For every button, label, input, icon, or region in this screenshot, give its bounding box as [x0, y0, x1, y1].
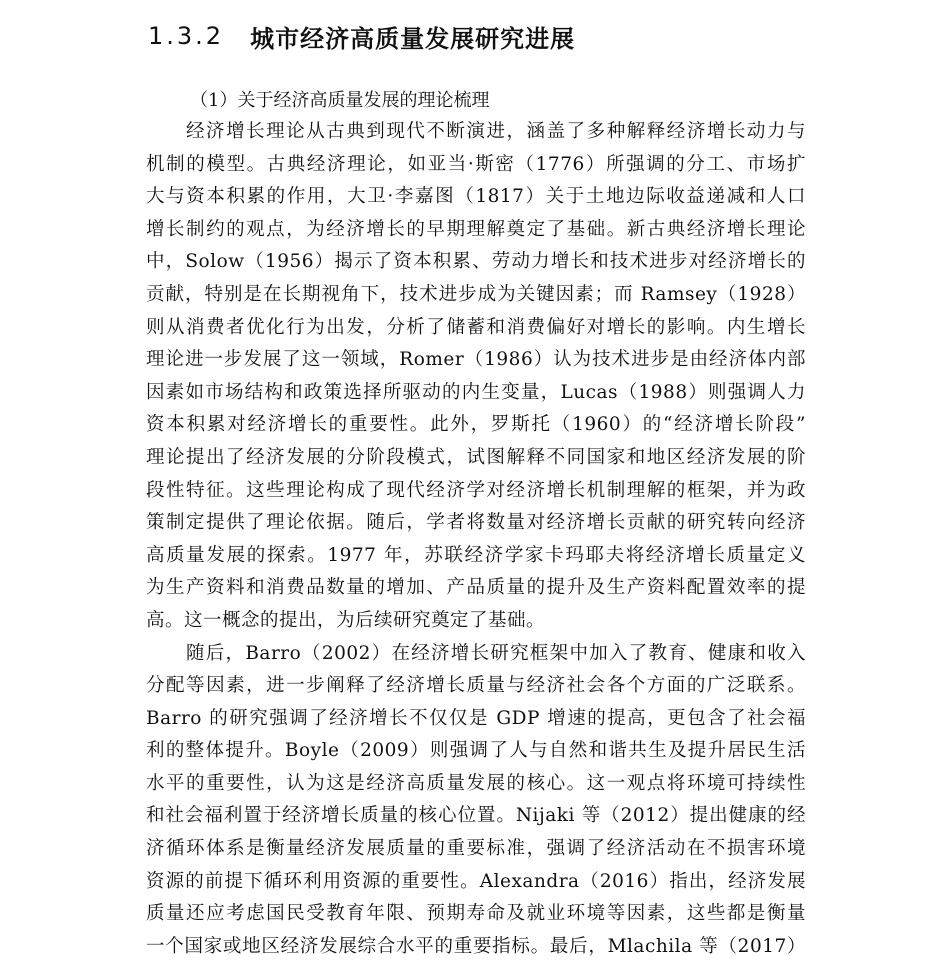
section-number: 1.3.2 [148, 22, 224, 50]
text-line: 贡献，特别是在长期视角下，技术进步成为关键因素；而 Ramsey（1928） [146, 279, 806, 312]
paragraph-1 [146, 116, 806, 638]
paragraph-2 [146, 638, 806, 963]
text-line: 资源的前提下循环利用资源的重要性。Alexandra（2016）指出，经济发展 [146, 866, 806, 899]
text-line: 经济增长理论从古典到现代不断演进，涵盖了多种解释经济增长动力与 [146, 116, 806, 149]
text-line: 理论提出了经济发展的分阶段模式，试图解释不同国家和地区经济发展的阶 [146, 442, 806, 475]
text-line: 策制定提供了理论依据。随后，学者将数量对经济增长贡献的研究转向经济 [146, 507, 806, 540]
text-line: 随后，Barro（2002）在经济增长研究框架中加入了教育、健康和收入 [146, 638, 806, 671]
text-line: 济循环体系是衡量经济发展质量的重要标准，强调了经济活动在不损害环境 [146, 833, 806, 866]
text-line: 利的整体提升。Boyle（2009）则强调了人与自然和谐共生及提升居民生活 [146, 735, 806, 768]
text-line: 机制的模型。古典经济理论，如亚当·斯密（1776）所强调的分工、市场扩 [146, 149, 806, 182]
text-line: 资本积累对经济增长的重要性。此外，罗斯托（1960）的“经济增长阶段” [146, 409, 806, 442]
text-line: 为生产资料和消费品数量的增加、产品质量的提升及生产资料配置效率的提 [146, 572, 806, 605]
text-line: 和社会福利置于经济增长质量的核心位置。Nijaki 等（2012）提出健康的经 [146, 800, 806, 833]
section-heading [148, 16, 575, 56]
text-line: 增长制约的观点，为经济增长的早期理解奠定了基础。新古典经济增长理论 [146, 214, 806, 247]
text-line: 段性特征。这些理论构成了现代经济学对经济增长机制理解的框架，并为政 [146, 475, 806, 508]
text-line: 一个国家或地区经济发展综合水平的重要指标。最后，Mlachila 等（2017） [146, 931, 806, 963]
text-line: 高质量发展的探索。1977 年，苏联经济学家卡玛耶夫将经济增长质量定义 [146, 540, 806, 573]
text-line: 因素如市场结构和政策选择所驱动的内生变量，Lucas（1988）则强调人力 [146, 377, 806, 410]
text-line: 中，Solow（1956）揭示了资本积累、劳动力增长和技术进步对经济增长的 [146, 246, 806, 279]
text-line: 大与资本积累的作用，大卫·李嘉图（1817）关于土地边际收益递减和人口 [146, 181, 806, 214]
text-line: 理论进一步发展了这一领域，Romer（1986）认为技术进步是由经济体内部 [146, 344, 806, 377]
body-text [146, 116, 806, 963]
section-title: 城市经济高质量发展研究进展 [250, 19, 575, 54]
subsection-heading: （1）关于经济高质量发展的理论梳理 [190, 86, 489, 116]
text-line: 高。这一概念的提出，为后续研究奠定了基础。 [146, 605, 806, 638]
text-line: 分配等因素，进一步阐释了经济增长质量与经济社会各个方面的广泛联系。 [146, 670, 806, 703]
text-line: 水平的重要性，认为这是经济高质量发展的核心。这一观点将环境可持续性 [146, 768, 806, 801]
text-line: 则从消费者优化行为出发，分析了储蓄和消费偏好对增长的影响。内生增长 [146, 312, 806, 345]
text-line: 质量还应考虑国民受教育年限、预期寿命及就业环境等因素，这些都是衡量 [146, 898, 806, 931]
text-line: Barro 的研究强调了经济增长不仅仅是 GDP 增速的提高，更包含了社会福 [146, 703, 806, 736]
